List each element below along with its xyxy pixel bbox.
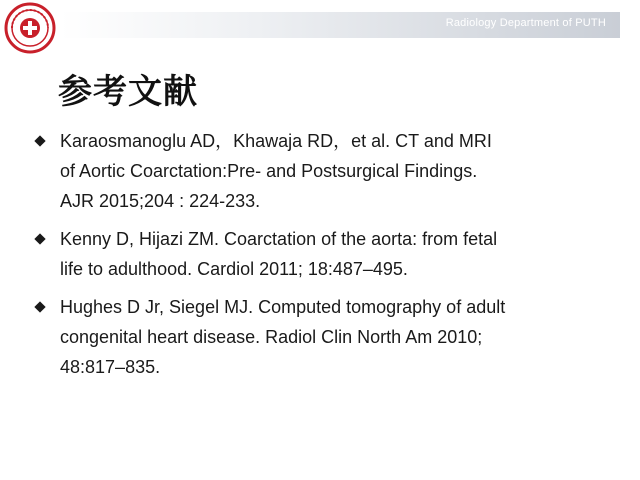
department-label: Radiology Department of PUTH: [445, 17, 606, 29]
reference-line: AJR 2015;204 : 224-233.: [60, 191, 261, 211]
reference-list: [34, 126, 614, 390]
page-title: 参考文献: [58, 72, 198, 112]
hospital-logo-icon: [4, 2, 56, 54]
reference-line: Kenny D, Hijazi ZM. Coarctation of the aorta: from fetal: [60, 229, 498, 249]
reference-line: life to adulthood. Cardiol 2011; 18:487–495.: [60, 259, 408, 279]
diamond-bullet-icon: [34, 135, 45, 146]
reference-line: of Aortic Coarctation:Pre- and Postsurgical Findings.: [60, 161, 478, 181]
diamond-bullet-icon: [34, 233, 45, 244]
reference-item-1: [34, 126, 614, 216]
reference-item-2: [34, 224, 614, 284]
reference-line: Karaosmanoglu AD，Khawaja RD，et al. CT and MRI: [60, 131, 492, 151]
reference-line: Hughes D Jr, Siegel MJ. Computed tomography of adult: [60, 297, 506, 317]
reference-line: 48:817–835.: [60, 357, 161, 377]
reference-item-3: [34, 292, 614, 382]
diamond-bullet-icon: [34, 301, 45, 312]
reference-line: congenital heart disease. Radiol Clin North Am 2010;: [60, 327, 483, 347]
